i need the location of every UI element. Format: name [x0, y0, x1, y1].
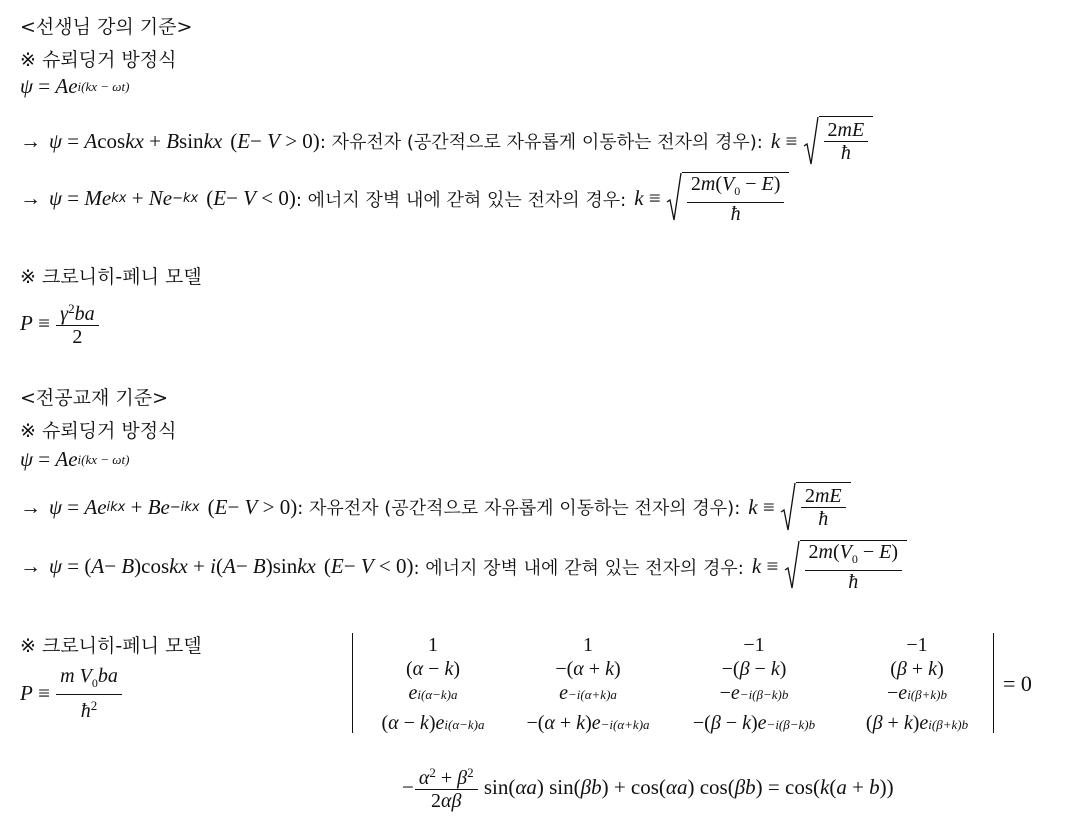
determinant: [352, 633, 1032, 734]
section2-eq2: → ψ = Ae ikx + Be −ikx (E− V > 0) : 자유전자 (공간적으로 자유롭게 이동하는 전자의 경우): k ≡ $\frac{2mE}{ħ}$: [20, 482, 851, 532]
determinant-col-2: 1 −(α + k) e−i(α+k)a −(α + k)e−i(α+k)a: [526, 634, 650, 734]
section1-eq3: → ψ = Me kx + Ne −kx (E− V < 0) : 에너지 장벽 내에 갇혀 있는 전자의 경우: k ≡ $\frac{2m(V_0 - E)}{ħ}$: [20, 172, 789, 225]
section1-kp-title: ※ 크로니히-페니 모델: [20, 266, 202, 288]
section2-eq3: → ψ = (A− B)coskx + i(A− B)sinkx (E− V < 0) : 에너지 장벽 내에 갇혀 있는 전자의 경우: k ≡ $\frac{2m(V_0 - E)}{ħ}$: [20, 540, 907, 593]
dispersion-relation: − $\frac{\alpha^2 + \beta^2}{2\alpha\beta}$ sin(αa) sin(βb) + cos(αa) cos(βb) = cos(k(a + b)): [402, 765, 894, 812]
section1-schrodinger-title: ※ 슈뢰딩거 방정식: [20, 49, 177, 71]
section1-eq2: → ψ = A cos kx + B sin kx (E− V > 0) : 자유전자 (공간적으로 자유롭게 이동하는 전자의 경우): k ≡ $\frac{2mE}{ħ}$: [20, 116, 873, 166]
section2-schrodinger-title: ※ 슈뢰딩거 방정식: [20, 420, 177, 442]
section2-header: <전공교재 기준>: [20, 387, 169, 409]
section1-kp-eq: P ≡ $\frac{\gamma^2ba}{2}$: [20, 298, 100, 348]
determinant-col-1: 1 (α − k) ei(α−k)a (α − k)ei(α−k)a: [381, 634, 485, 734]
section2-kp-title: ※ 크로니히-페니 모델: [20, 635, 202, 657]
determinant-equals: = 0: [1003, 671, 1032, 696]
section2-kp-eq: P ≡ $\frac{m V_0ba}{ħ^2}$: [20, 665, 123, 722]
sqrt-symbol: $\frac{2mE}{ħ}$: [803, 116, 874, 166]
section1-header: <선생님 강의 기준>: [20, 16, 193, 38]
determinant-col-4: −1 (β + k) −ei(β+k)b (β + k)ei(β+k)b: [865, 634, 969, 734]
determinant-grid: [358, 633, 994, 735]
section1-eq1: ψ = Ae i(kx − ωt): [20, 74, 130, 98]
sqrt-symbol: $\frac{2m(V_0 - E)}{ħ}$: [666, 172, 790, 225]
section2-eq1: ψ = Ae i(kx − ωt): [20, 447, 130, 471]
determinant-col-3: −1 −(β − k) −e−i(β−k)b −(β − k)e−i(β−k)b: [692, 634, 816, 734]
sqrt-symbol: $\frac{2mE}{ħ}$: [780, 482, 851, 532]
sqrt-symbol: $\frac{2m(V_0 - E)}{ħ}$: [784, 540, 908, 593]
determinant-left-bar: [352, 633, 353, 733]
determinant-right-bar: [993, 633, 994, 733]
